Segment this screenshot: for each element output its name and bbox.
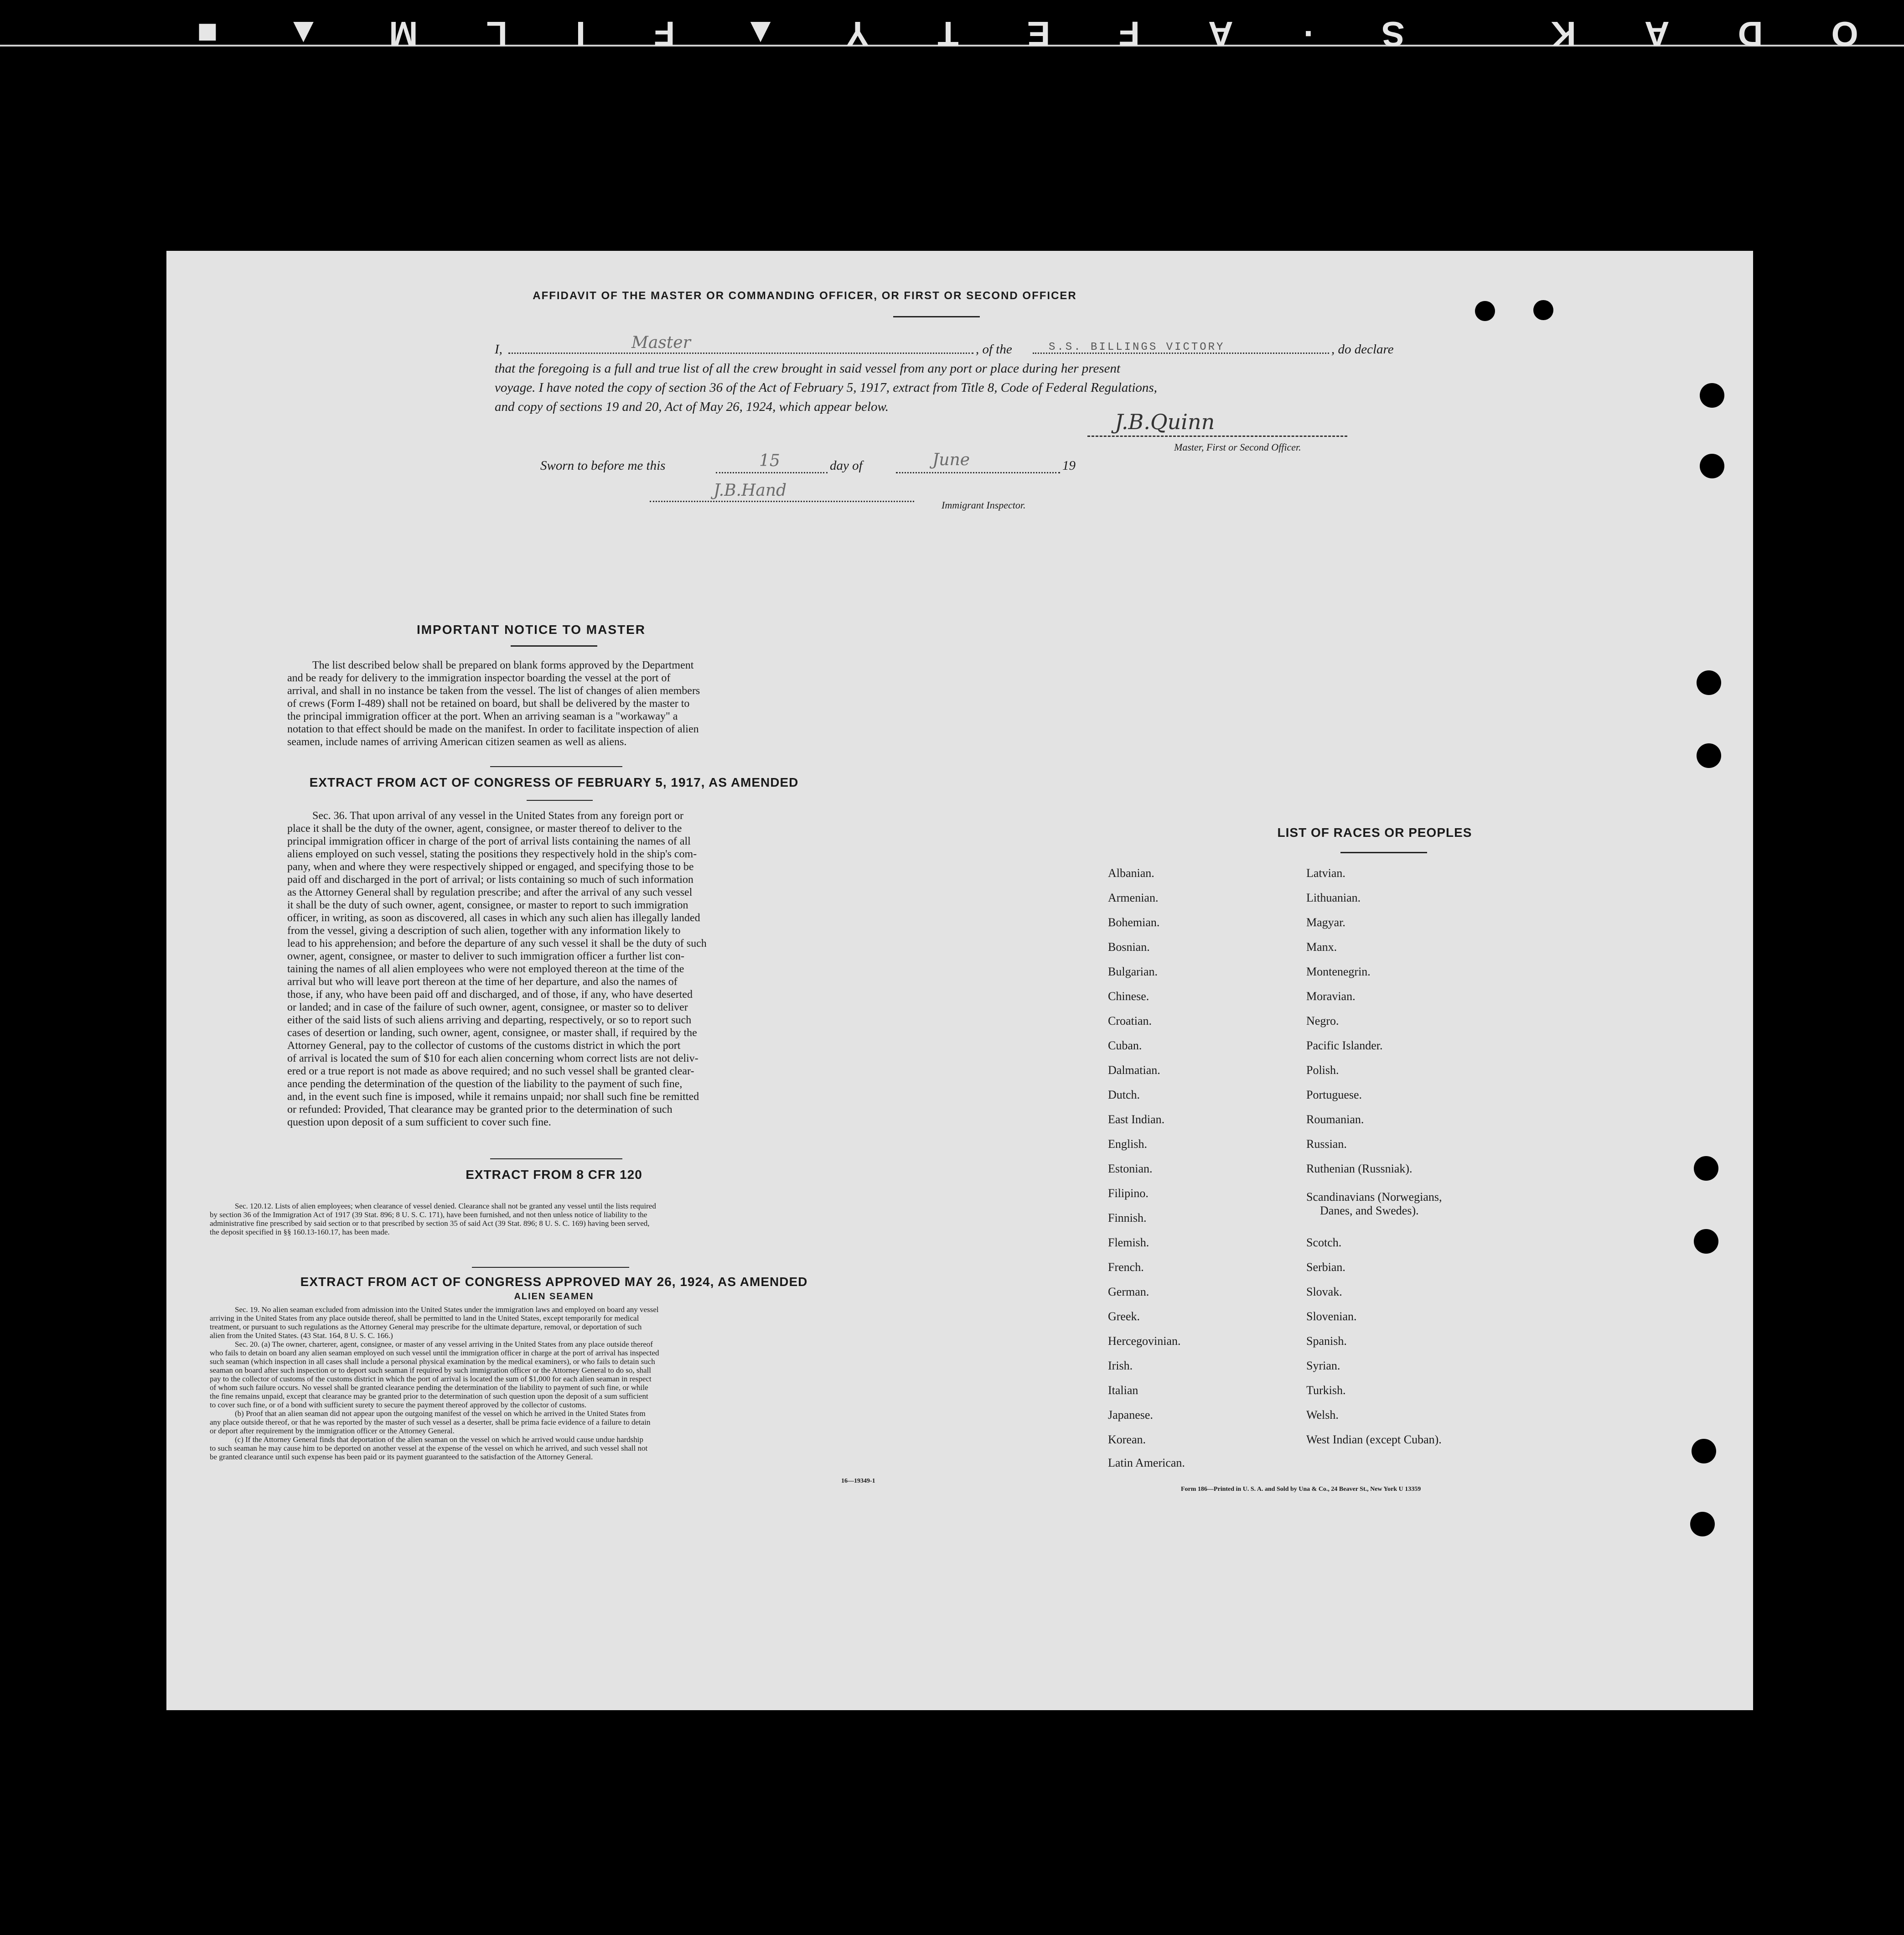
race-item: Ruthenian (Russniak). xyxy=(1306,1162,1412,1175)
race-item: Serbian. xyxy=(1306,1261,1345,1274)
race-item: Spanish. xyxy=(1306,1334,1347,1348)
cfr-line: the deposit specified in §§ 160.13-160.17, has been made. xyxy=(210,1228,390,1236)
film-edge-text: ODAK S·AFETY▲FILM▲■ xyxy=(129,14,1858,53)
act-1924-line: pay to the collector of customs of the customs district in which the port of arrival is located the sum of $1,000 for each alien seaman in respect xyxy=(210,1375,652,1383)
act-1917-line: pany, when and where they were respectively shipped or engaged, and specifying those to be xyxy=(287,861,694,873)
punch-hole xyxy=(1690,1512,1715,1536)
act-1917-line: and, in the event such fine is imposed, while it remains unpaid; nor shall such fine be remitted xyxy=(287,1091,699,1103)
act-1917-line: owner, agent, consignee, or master to deliver to such immigration officer a further list con- xyxy=(287,950,684,962)
act-1924-line: any place outside thereof, or that he was reported by the master of such vessel as a deserter, shall be prima facie evidence of a failure to detain xyxy=(210,1418,651,1427)
cfr-line: by section 36 of the Immigration Act of 1917 (39 Stat. 896; 8 U. S. C. 171), have been furnished, and not then unless notice of liability to the xyxy=(210,1210,647,1219)
act-1917-line: arrival but who will leave port thereon at the time of her departure, and also the names of xyxy=(287,976,678,988)
notice-title-rule xyxy=(511,645,597,647)
race-item: Bulgarian. xyxy=(1108,965,1158,978)
act-1924-form-code: 16—19349-1 xyxy=(841,1478,875,1484)
affidavit-title: AFFIDAVIT OF THE MASTER OR COMMANDING OFFICER, OR FIRST OR SECOND OFFICER xyxy=(533,290,1077,302)
race-item: Magyar. xyxy=(1306,916,1345,929)
punch-hole xyxy=(1694,1156,1718,1181)
race-item: Manx. xyxy=(1306,940,1337,954)
act-1924-line: who fails to detain on board any alien seaman employed on such vessel until the immigration officer in charge at the port of arrival has inspected xyxy=(210,1349,659,1357)
act-1917-line: question upon deposit of a sum sufficient to cover such fine. xyxy=(287,1116,551,1128)
i-label: I, xyxy=(495,342,502,357)
day-of-label: day of xyxy=(830,458,863,473)
act-1917-line: place it shall be the duty of the owner, agent, consignee, or master thereof to deliver to the xyxy=(287,823,682,835)
act-1924-line: of whom such failure occurs. No vessel shall be granted clearance pending the determination of the liability to payment of such fine, or while xyxy=(210,1383,648,1392)
act-1924-line: such seaman (which inspection in all cases shall include a personal physical examination by the medical examiners), or who fails to detain such xyxy=(210,1357,655,1366)
act-1917-line: cases of desertion or landing, such owner, agent, consignee, or master shall, if required by the xyxy=(287,1027,697,1039)
section-divider xyxy=(490,766,622,767)
section-divider xyxy=(472,1267,629,1268)
notice-line: arrival, and shall in no instance be taken from the vessel. The list of changes of alien members xyxy=(287,685,700,697)
of-the-label: , of the xyxy=(976,342,1012,357)
race-item: Slovenian. xyxy=(1306,1310,1357,1323)
race-item: Armenian. xyxy=(1108,891,1159,904)
race-item: Turkish. xyxy=(1306,1384,1346,1397)
act-1917-line: from the vessel, giving a description of such alien, together with any information likely to xyxy=(287,925,681,937)
sworn-label: Sworn to before me this xyxy=(540,458,666,473)
race-item: German. xyxy=(1108,1285,1149,1298)
punch-hole xyxy=(1700,454,1724,478)
race-item: Lithuanian. xyxy=(1306,891,1361,904)
declaration-line-3: voyage. I have noted the copy of section 36 of the Act of February 5, 1917, extract from Title 8, Code of Federal Regulations, xyxy=(495,380,1157,395)
master-caption: Master, First or Second Officer. xyxy=(1174,441,1301,453)
sworn-month-line xyxy=(896,472,1060,473)
punch-hole xyxy=(1697,743,1721,768)
act-1917-title-rule xyxy=(527,800,593,801)
act-1917-line: or refunded: Provided, That clearance may be granted prior to the determination of such xyxy=(287,1104,673,1115)
race-item: Dutch. xyxy=(1108,1088,1140,1101)
act-1924-body xyxy=(210,1305,889,1461)
notice-line: seamen, include names of arriving American citizen seamen as well as aliens. xyxy=(287,736,627,748)
declarant-fill-line xyxy=(508,353,973,354)
act-1924-line: Sec. 20. (a) The owner, charterer, agent, consignee, or master of any vessel arriving in the United States from any place outside thereof xyxy=(235,1340,653,1349)
act-1917-line: either of the said lists of such aliens arriving and departing, respectively, or so to report such xyxy=(287,1014,692,1026)
race-item: Scandinavians (Norwegians, xyxy=(1306,1190,1442,1204)
inspector-signature: J.B.Hand xyxy=(714,481,787,500)
punch-hole xyxy=(1533,300,1553,320)
do-declare-label: , do declare xyxy=(1331,342,1394,357)
notice-line: and be ready for delivery to the immigration inspector boarding the vessel at the port of xyxy=(287,672,671,684)
race-item: Montenegrin. xyxy=(1306,965,1371,978)
cfr-title: EXTRACT FROM 8 CFR 120 xyxy=(466,1167,642,1182)
inspector-caption: Immigrant Inspector. xyxy=(942,499,1026,511)
section-divider xyxy=(490,1158,622,1159)
race-item: Russian. xyxy=(1306,1137,1347,1151)
film-edge xyxy=(0,0,1904,64)
race-item: Bohemian. xyxy=(1108,916,1160,929)
race-item: Finnish. xyxy=(1108,1211,1147,1224)
act-1917-line: of arrival is located the sum of $10 for each alien concerning whom correct lists are not deliv- xyxy=(287,1053,698,1064)
race-item: Danes, and Swedes). xyxy=(1320,1204,1419,1217)
document-page xyxy=(166,251,1753,1710)
race-item: Greek. xyxy=(1108,1310,1140,1323)
act-1917-line: principal immigration officer in charge of the port of arrival lists containing the names of all xyxy=(287,835,691,847)
race-item: Scotch. xyxy=(1306,1236,1342,1249)
inspector-signature-line xyxy=(650,501,914,502)
notice-line: the principal immigration officer at the port. When an arriving seaman is a "workaway" a xyxy=(287,711,678,722)
act-1917-line: ance pending the determination of the question of the liability to the payment of such fine, xyxy=(287,1078,683,1090)
punch-hole xyxy=(1475,301,1495,321)
race-item: Estonian. xyxy=(1108,1162,1153,1175)
act-1924-title: EXTRACT FROM ACT OF CONGRESS APPROVED MAY 26, 1924, AS AMENDED xyxy=(300,1275,808,1289)
notice-line: The list described below shall be prepared on blank forms approved by the Department xyxy=(312,659,694,671)
race-item: Chinese. xyxy=(1108,990,1149,1003)
act-1917-line: or landed; and in case of the failure of such owner, agent, consignee, or master so to deliver xyxy=(287,1001,688,1013)
act-1917-title: EXTRACT FROM ACT OF CONGRESS OF FEBRUARY 5, 1917, AS AMENDED xyxy=(309,775,799,789)
race-item: Dalmatian. xyxy=(1108,1063,1160,1077)
act-1924-line: to such seaman he may cause him to be deported on another vessel at the expense of the vessel on which he arrived, and such vessel shall not xyxy=(210,1444,648,1453)
master-signature: J.B.Quinn xyxy=(1115,410,1215,434)
sworn-day: 15 xyxy=(759,451,780,470)
act-1917-line: aliens employed on such vessel, stating the positions they respectively hold in the ship's com- xyxy=(287,848,697,860)
act-1917-line: taining the names of all alien employees who were not employed thereon at the time of the xyxy=(287,963,684,975)
act-1924-subtitle: ALIEN SEAMEN xyxy=(514,1292,594,1302)
act-1917-line: paid off and discharged in the port of arrival; or lists containing so much of such information xyxy=(287,874,693,886)
act-1917-line: as the Attorney General shall by regulation prescribe; and after the arrival of any such vessel xyxy=(287,887,693,898)
act-1924-line: the fine remains unpaid, except that clearance may be granted prior to the determination of such question upon the deposit of a sum sufficient xyxy=(210,1392,648,1401)
race-item: Slovak. xyxy=(1306,1285,1342,1298)
sworn-day-line xyxy=(716,472,828,473)
race-item: Welsh. xyxy=(1306,1408,1339,1421)
declaration-line-4: and copy of sections 19 and 20, Act of May 26, 1924, which appear below. xyxy=(495,399,889,414)
notice-body xyxy=(287,659,818,748)
race-item: Korean. xyxy=(1108,1433,1146,1446)
sworn-month: June xyxy=(932,451,970,469)
affidavit-title-rule xyxy=(893,316,980,317)
race-item: Roumanian. xyxy=(1306,1113,1364,1126)
act-1924-line: treatment, or pursuant to such regulations as the Attorney General may prescribe for the ultimate departure, removal, or deportation of such xyxy=(210,1323,642,1331)
race-item: Portuguese. xyxy=(1306,1088,1362,1101)
act-1924-line: alien from the United States. (43 Stat. 164, 8 U. S. C. 166.) xyxy=(210,1331,393,1340)
act-1917-line: it shall be the duty of such owner, agent, consignee, or master to report to such immigration xyxy=(287,899,688,911)
races-title-rule xyxy=(1340,852,1427,853)
act-1917-line: officer, in writing, as soon as discovered, all cases in which any such alien has illegally landed xyxy=(287,912,700,924)
punch-hole xyxy=(1694,1229,1718,1254)
race-item: Polish. xyxy=(1306,1063,1339,1077)
race-item: East Indian. xyxy=(1108,1113,1165,1126)
declarant-handwriting: Master xyxy=(631,333,691,352)
printer-line: Form 186—Printed in U. S. A. and Sold by Una & Co., 24 Beaver St., New York U 13359 xyxy=(1181,1486,1421,1493)
act-1924-line: (b) Proof that an alien seaman did not appear upon the outgoing manifest of the vessel on which he arrived in the United States from xyxy=(235,1409,646,1418)
race-item: Latin American. xyxy=(1108,1456,1185,1469)
act-1924-line: (c) If the Attorney General finds that deportation of the alien seaman on the vessel on which he arrived would cause undue hardship xyxy=(235,1435,643,1444)
act-1917-line: lead to his apprehension; and before the departure of any such vessel it shall be the duty of such xyxy=(287,938,707,949)
act-1917-body xyxy=(287,809,818,1129)
act-1917-line: Attorney General, pay to the collector of customs of the customs district in which the port xyxy=(287,1040,681,1052)
notice-title: IMPORTANT NOTICE TO MASTER xyxy=(416,623,646,637)
race-item: Japanese. xyxy=(1108,1408,1153,1421)
race-item: Syrian. xyxy=(1306,1359,1340,1372)
master-signature-line xyxy=(1087,436,1347,437)
act-1917-line: those, if any, who have been paid off and discharged, and of those, if any, who have deserted xyxy=(287,989,693,1001)
race-item: Filipino. xyxy=(1108,1187,1149,1200)
race-item: Pacific Islander. xyxy=(1306,1039,1383,1052)
act-1917-line: ered or a true report is not made as above required; and no such vessel shall be granted clear- xyxy=(287,1065,694,1077)
vessel-name: S.S. BILLINGS VICTORY xyxy=(1049,341,1225,353)
race-item: French. xyxy=(1108,1261,1144,1274)
punch-hole xyxy=(1692,1439,1716,1463)
act-1924-line: Sec. 19. No alien seaman excluded from admission into the United States under the immigration laws and employed on board any vessel xyxy=(235,1305,659,1314)
race-item: Italian xyxy=(1108,1384,1138,1397)
notice-line: notation to that effect should be made on the manifest. In order to facilitate inspection of alien xyxy=(287,723,699,735)
race-item: Negro. xyxy=(1306,1014,1339,1027)
race-item: Moravian. xyxy=(1306,990,1356,1003)
act-1917-line: Sec. 36. That upon arrival of any vessel in the United States from any foreign port or xyxy=(312,810,684,822)
act-1924-line: be granted clearance until such expense has been paid or its payment guaranteed to the satisfaction of the Attorney General. xyxy=(210,1453,593,1461)
race-item: Albanian. xyxy=(1108,866,1154,880)
act-1924-line: to cover such fine, or of a bond with sufficient surety to secure the payment thereof approved by the collector of customs. xyxy=(210,1401,587,1409)
cfr-body xyxy=(210,1202,889,1236)
notice-line: of crews (Form I-489) shall not be retained on board, but shall be delivered by the master to xyxy=(287,698,690,710)
act-1924-line: arriving in the United States from any place outside thereof, shall be permitted to land in the United States, except temporarily for medical xyxy=(210,1314,639,1323)
declaration-block xyxy=(495,333,1411,416)
races-title: LIST OF RACES OR PEOPLES xyxy=(1277,825,1472,840)
declaration-line-2: that the foregoing is a full and true list of all the crew brought in said vessel from any port or place during her present xyxy=(495,361,1121,376)
race-item: Cuban. xyxy=(1108,1039,1142,1052)
punch-hole xyxy=(1697,670,1721,695)
race-item: Hercegovinian. xyxy=(1108,1334,1181,1348)
cfr-line: administrative fine prescribed by said section or to that prescribed by section 35 of said Act (39 Stat. 896; 8 U. S. C. 169) having been served, xyxy=(210,1219,650,1228)
race-item: Irish. xyxy=(1108,1359,1133,1372)
race-item: English. xyxy=(1108,1137,1147,1151)
act-1924-line: or deport after requirement by the immigration officer or the Attorney General. xyxy=(210,1427,455,1435)
cfr-line: Sec. 120.12. Lists of alien employees; when clearance of vessel denied. Clearance shall not be granted any vessel until the lists required xyxy=(235,1202,656,1210)
race-item: Flemish. xyxy=(1108,1236,1149,1249)
punch-hole xyxy=(1700,383,1724,408)
race-item: Croatian. xyxy=(1108,1014,1152,1027)
race-item: Latvian. xyxy=(1306,866,1345,880)
year-prefix: 19 xyxy=(1062,458,1076,473)
race-item: Bosnian. xyxy=(1108,940,1150,954)
declaration-line-1 xyxy=(495,333,1411,359)
act-1924-line: seaman on board after such inspection or to deport such seaman if required by such immigration officer or the Attorney General to do so, shall xyxy=(210,1366,651,1375)
race-item: West Indian (except Cuban). xyxy=(1306,1433,1442,1446)
